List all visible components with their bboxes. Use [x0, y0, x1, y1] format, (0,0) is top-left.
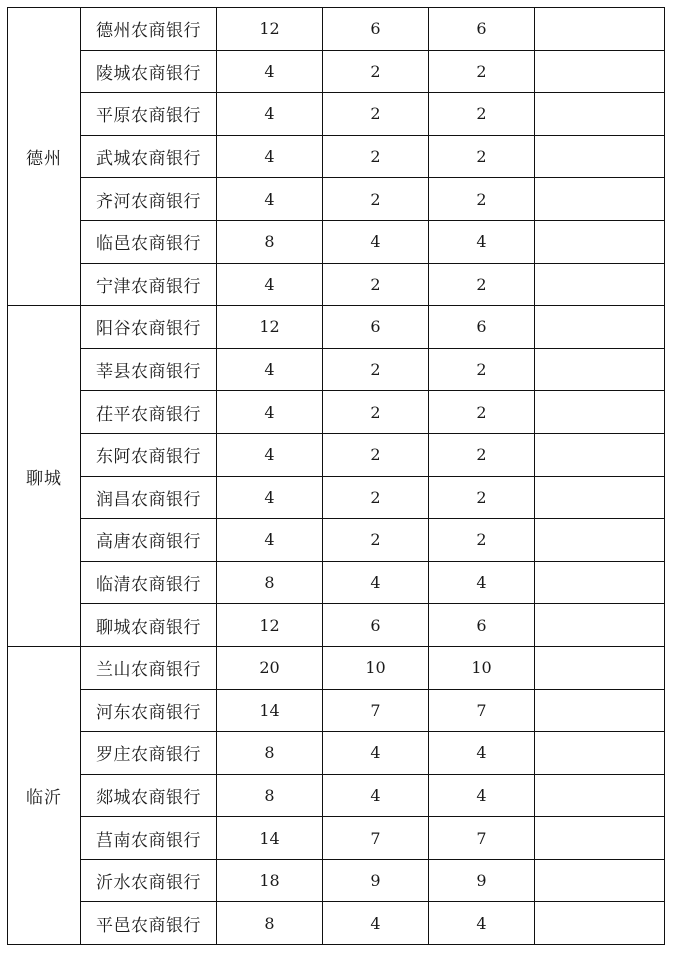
remark-cell: [535, 135, 665, 178]
value-cell-b: 4: [323, 774, 429, 817]
value-cell-a: 4: [217, 519, 323, 562]
table-row: [8, 433, 665, 476]
table-row: [8, 689, 665, 732]
value-cell-c: 6: [429, 604, 535, 647]
value-cell-c: 7: [429, 689, 535, 732]
table-row: [8, 348, 665, 391]
remark-cell: [535, 306, 665, 349]
value-cell-a: 14: [217, 817, 323, 860]
table-body: [8, 8, 665, 945]
value-cell-c: 2: [429, 178, 535, 221]
remark-cell: [535, 732, 665, 775]
bank-name-cell: 润昌农商银行: [81, 476, 217, 519]
value-cell-c: 2: [429, 93, 535, 136]
value-cell-b: 4: [323, 220, 429, 263]
value-cell-b: 7: [323, 689, 429, 732]
remark-cell: [535, 178, 665, 221]
value-cell-b: 2: [323, 135, 429, 178]
value-cell-a: 4: [217, 476, 323, 519]
remark-cell: [535, 902, 665, 945]
remark-cell: [535, 263, 665, 306]
value-cell-b: 2: [323, 348, 429, 391]
value-cell-a: 4: [217, 348, 323, 391]
value-cell-b: 2: [323, 50, 429, 93]
remark-cell: [535, 433, 665, 476]
value-cell-a: 4: [217, 50, 323, 93]
region-cell: 聊城: [8, 306, 81, 647]
table-row: [8, 774, 665, 817]
table-row: [8, 817, 665, 860]
value-cell-b: 6: [323, 306, 429, 349]
value-cell-c: 10: [429, 646, 535, 689]
value-cell-a: 12: [217, 8, 323, 51]
bank-name-cell: 宁津农商银行: [81, 263, 217, 306]
table-row: [8, 561, 665, 604]
value-cell-a: 8: [217, 732, 323, 775]
value-cell-a: 4: [217, 178, 323, 221]
bank-name-cell: 德州农商银行: [81, 8, 217, 51]
value-cell-b: 4: [323, 902, 429, 945]
value-cell-b: 2: [323, 433, 429, 476]
remark-cell: [535, 561, 665, 604]
value-cell-c: 2: [429, 391, 535, 434]
table-row: [8, 50, 665, 93]
value-cell-c: 9: [429, 859, 535, 902]
bank-name-cell: 郯城农商银行: [81, 774, 217, 817]
value-cell-a: 8: [217, 902, 323, 945]
remark-cell: [535, 859, 665, 902]
value-cell-a: 4: [217, 263, 323, 306]
remark-cell: [535, 220, 665, 263]
value-cell-c: 7: [429, 817, 535, 860]
value-cell-c: 2: [429, 433, 535, 476]
value-cell-a: 8: [217, 561, 323, 604]
remark-cell: [535, 476, 665, 519]
bank-name-cell: 高唐农商银行: [81, 519, 217, 562]
value-cell-c: 6: [429, 8, 535, 51]
bank-name-cell: 平原农商银行: [81, 93, 217, 136]
value-cell-c: 6: [429, 306, 535, 349]
remark-cell: [535, 8, 665, 51]
remark-cell: [535, 391, 665, 434]
bank-name-cell: 武城农商银行: [81, 135, 217, 178]
bank-name-cell: 东阿农商银行: [81, 433, 217, 476]
value-cell-a: 18: [217, 859, 323, 902]
bank-name-cell: 临邑农商银行: [81, 220, 217, 263]
value-cell-c: 4: [429, 561, 535, 604]
value-cell-a: 4: [217, 135, 323, 178]
value-cell-a: 12: [217, 306, 323, 349]
bank-name-cell: 兰山农商银行: [81, 646, 217, 689]
value-cell-a: 14: [217, 689, 323, 732]
bank-name-cell: 临清农商银行: [81, 561, 217, 604]
value-cell-c: 2: [429, 519, 535, 562]
bank-name-cell: 聊城农商银行: [81, 604, 217, 647]
remark-cell: [535, 774, 665, 817]
value-cell-c: 2: [429, 263, 535, 306]
value-cell-c: 2: [429, 135, 535, 178]
bank-name-cell: 莘县农商银行: [81, 348, 217, 391]
table-row: [8, 902, 665, 945]
remark-cell: [535, 604, 665, 647]
bank-name-cell: 陵城农商银行: [81, 50, 217, 93]
table-row: [8, 391, 665, 434]
table-row: [8, 306, 665, 349]
value-cell-c: 4: [429, 732, 535, 775]
value-cell-b: 2: [323, 391, 429, 434]
table-row: [8, 732, 665, 775]
bank-name-cell: 平邑农商银行: [81, 902, 217, 945]
table-row: [8, 646, 665, 689]
remark-cell: [535, 689, 665, 732]
region-cell: 德州: [8, 8, 81, 306]
value-cell-b: 2: [323, 178, 429, 221]
value-cell-b: 7: [323, 817, 429, 860]
value-cell-c: 2: [429, 476, 535, 519]
value-cell-b: 2: [323, 93, 429, 136]
table-row: [8, 135, 665, 178]
bank-name-cell: 茌平农商银行: [81, 391, 217, 434]
value-cell-a: 4: [217, 433, 323, 476]
bank-name-cell: 阳谷农商银行: [81, 306, 217, 349]
value-cell-b: 9: [323, 859, 429, 902]
value-cell-a: 4: [217, 391, 323, 434]
remark-cell: [535, 50, 665, 93]
value-cell-b: 4: [323, 561, 429, 604]
value-cell-a: 4: [217, 93, 323, 136]
table-row: [8, 476, 665, 519]
bank-name-cell: 莒南农商银行: [81, 817, 217, 860]
value-cell-c: 2: [429, 50, 535, 93]
value-cell-b: 4: [323, 732, 429, 775]
value-cell-a: 20: [217, 646, 323, 689]
bank-name-cell: 齐河农商银行: [81, 178, 217, 221]
table-row: [8, 93, 665, 136]
value-cell-b: 2: [323, 519, 429, 562]
table-row: [8, 178, 665, 221]
remark-cell: [535, 817, 665, 860]
remark-cell: [535, 519, 665, 562]
table-row: [8, 604, 665, 647]
value-cell-a: 8: [217, 774, 323, 817]
value-cell-b: 6: [323, 604, 429, 647]
table-row: [8, 263, 665, 306]
table-row: [8, 859, 665, 902]
value-cell-a: 8: [217, 220, 323, 263]
bank-name-cell: 罗庄农商银行: [81, 732, 217, 775]
value-cell-a: 12: [217, 604, 323, 647]
page-bottom-edge: [0, 959, 674, 966]
remark-cell: [535, 646, 665, 689]
bank-name-cell: 沂水农商银行: [81, 859, 217, 902]
value-cell-c: 4: [429, 774, 535, 817]
table-row: [8, 8, 665, 51]
value-cell-b: 10: [323, 646, 429, 689]
value-cell-b: 2: [323, 263, 429, 306]
remark-cell: [535, 348, 665, 391]
remark-cell: [535, 93, 665, 136]
value-cell-b: 2: [323, 476, 429, 519]
value-cell-c: 4: [429, 902, 535, 945]
bank-allocation-table: [7, 7, 665, 945]
table-row: [8, 220, 665, 263]
value-cell-c: 4: [429, 220, 535, 263]
bank-name-cell: 河东农商银行: [81, 689, 217, 732]
table-row: [8, 519, 665, 562]
value-cell-c: 2: [429, 348, 535, 391]
value-cell-b: 6: [323, 8, 429, 51]
region-cell: 临沂: [8, 646, 81, 944]
